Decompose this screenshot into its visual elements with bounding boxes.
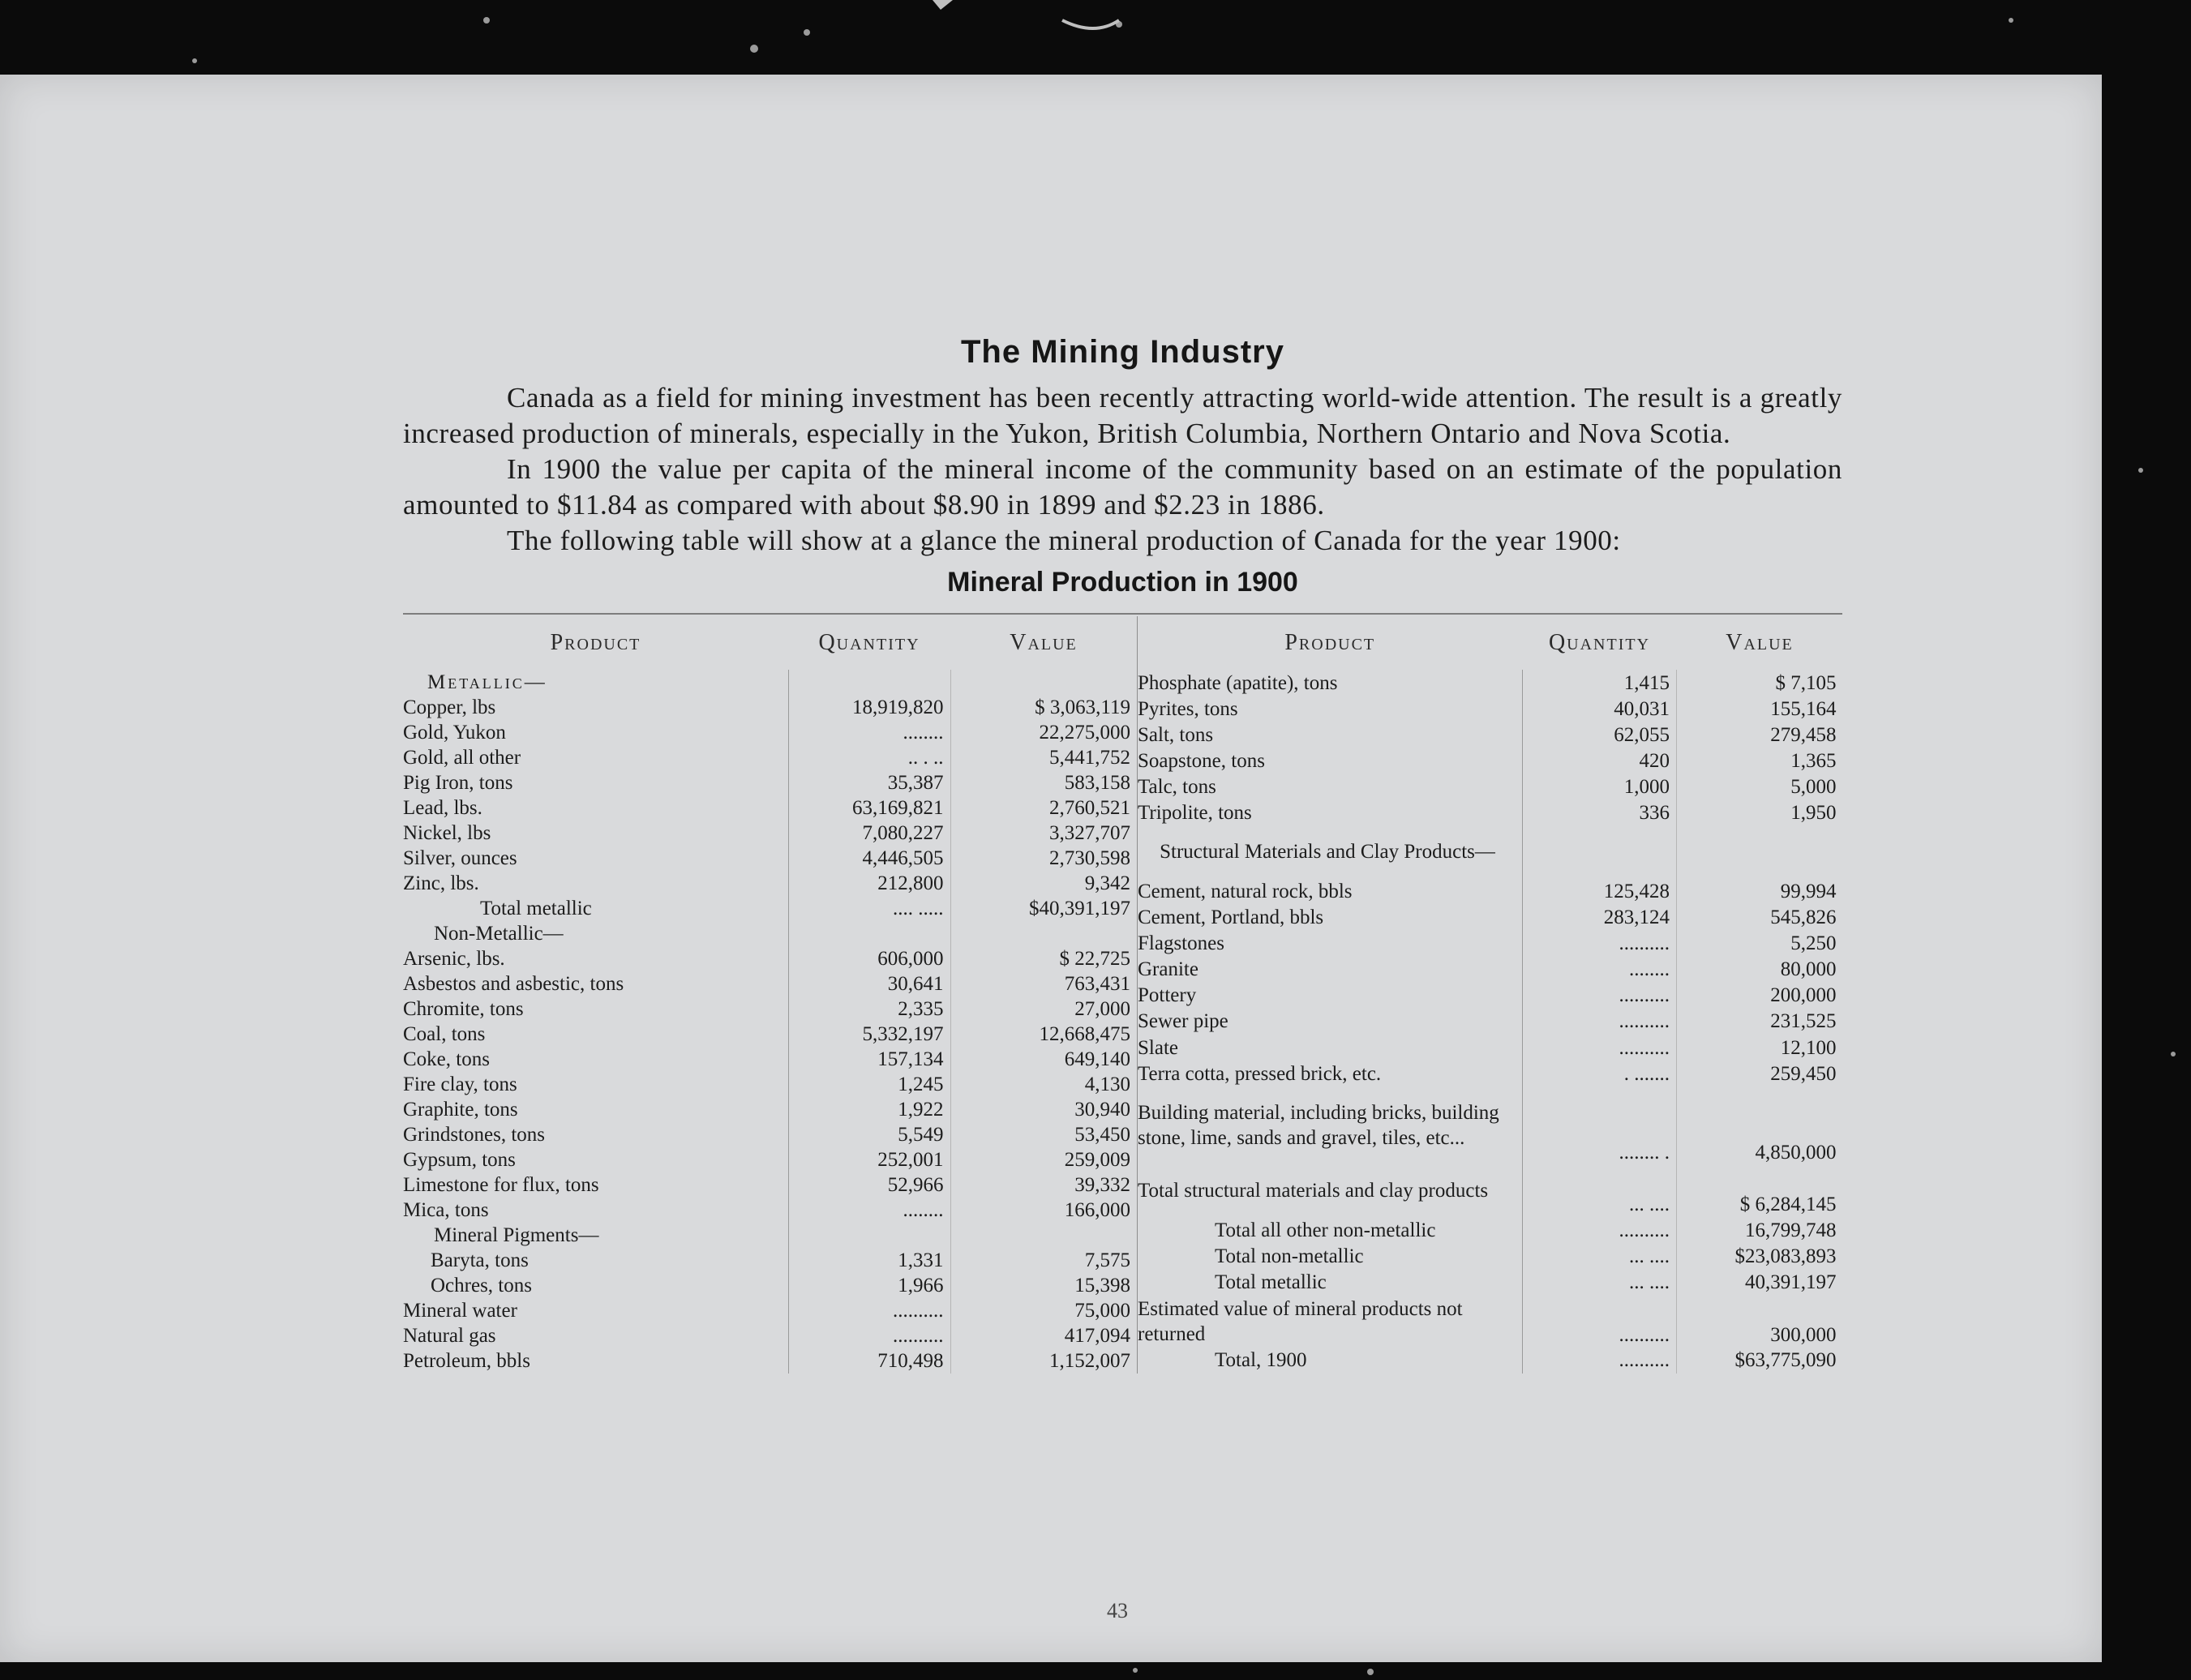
quantity-cell: ..........: [788, 1323, 950, 1348]
value-cell: 22,275,000: [950, 720, 1137, 745]
product-cell: Arsenic, lbs.: [403, 948, 505, 970]
quantity-cell: 7,080,227: [788, 821, 950, 846]
product-cell: Total metallic: [480, 898, 592, 919]
product-cell: Structural Materials and Clay Products—: [1160, 841, 1495, 864]
table-row: [1138, 1295, 1843, 1347]
product-cell: Total, 1900: [1215, 1349, 1307, 1372]
value-cell: 3,327,707: [950, 821, 1137, 846]
right-table: [1137, 616, 1843, 1374]
value-cell: 4,850,000: [1677, 1086, 1843, 1164]
product-cell: Pyrites, tons: [1138, 697, 1238, 720]
value-cell: 300,000: [1677, 1295, 1843, 1347]
value-cell: 5,250: [1677, 930, 1843, 956]
value-cell: 16,799,748: [1677, 1217, 1843, 1243]
product-cell: Lead, lbs.: [403, 797, 482, 819]
product-cell: Copper, lbs: [403, 696, 496, 718]
quantity-cell: 336: [1523, 800, 1677, 826]
product-cell: Cement, natural rock, bbls: [1138, 880, 1353, 902]
table-intro-paragraph: The following table will show at a glance the mineral production of Canada for the year 1900:: [507, 525, 1621, 556]
product-cell: Petroleum, bbls: [403, 1350, 530, 1372]
product-cell: Gypsum, tons: [403, 1149, 516, 1171]
quantity-cell: ........: [788, 720, 950, 745]
product-cell: Total metallic: [1215, 1271, 1327, 1293]
product-cell: Gold, all other: [403, 747, 521, 769]
value-cell: 1,950: [1677, 800, 1843, 826]
value-cell: 2,760,521: [950, 795, 1137, 821]
product-cell: Terra cotta, pressed brick, etc.: [1138, 1062, 1382, 1085]
quantity-cell: 52,966: [788, 1172, 950, 1198]
value-cell: 259,009: [950, 1147, 1137, 1172]
value-cell: $40,391,197: [950, 896, 1137, 921]
table-row: [1138, 670, 1843, 696]
value-cell: 4,130: [950, 1072, 1137, 1097]
quantity-cell: ..........: [1523, 983, 1677, 1009]
quantity-cell: 1,415: [1523, 670, 1677, 696]
quantity-cell: 252,001: [788, 1147, 950, 1172]
value-cell: 583,158: [950, 770, 1137, 795]
product-cell: Total all other non-metallic: [1215, 1219, 1436, 1241]
quantity-cell: 157,134: [788, 1047, 950, 1072]
value-cell: [1677, 826, 1843, 878]
value-cell: $ 7,105: [1677, 670, 1843, 696]
quantity-cell: 1,000: [1523, 774, 1677, 800]
product-cell: Baryta, tons: [431, 1249, 529, 1271]
table-row: [403, 720, 1137, 745]
per-capita-paragraph: In 1900 the value per capita of the mineral income of the community based on an estimate of the population amounted to $11.84 as compared with about $8.90 in 1899 and $2.23 in 1886.: [403, 453, 1842, 521]
value-cell: $ 22,725: [950, 946, 1137, 971]
product-cell: Asbestos and asbestic, tons: [403, 973, 624, 995]
table-row: [403, 1248, 1137, 1273]
table-row: [403, 1323, 1137, 1348]
quantity-cell: 5,332,197: [788, 1022, 950, 1047]
table-top-rule: [403, 613, 1842, 615]
quantity-cell: 2,335: [788, 996, 950, 1022]
table-title: Mineral Production in 1900: [947, 567, 1298, 598]
table-row: [1138, 1243, 1843, 1269]
value-cell: [950, 1223, 1137, 1248]
product-cell: Granite: [1138, 958, 1198, 981]
value-cell: 763,431: [950, 971, 1137, 996]
page-content: [403, 334, 1842, 1374]
value-cell: $ 3,063,119: [950, 695, 1137, 720]
value-cell: 417,094: [950, 1323, 1137, 1348]
document-page: [0, 75, 2102, 1662]
left-table: [403, 616, 1137, 1374]
value-cell: $63,775,090: [1677, 1348, 1843, 1374]
table-row: [1138, 983, 1843, 1009]
value-cell: 53,450: [950, 1122, 1137, 1147]
value-cell: [950, 670, 1137, 695]
quantity-cell: 212,800: [788, 871, 950, 896]
product-cell: Salt, tons: [1138, 723, 1214, 746]
product-cell: Non-Metallic—: [434, 923, 564, 945]
value-cell: $23,083,893: [1677, 1243, 1843, 1269]
product-header: Product: [550, 630, 641, 655]
product-cell: Cement, Portland, bbls: [1138, 906, 1324, 928]
product-cell: Building material, including bricks, building stone, lime, sands and gravel, tiles, etc...: [1138, 1102, 1499, 1150]
quantity-cell: ..........: [1523, 1295, 1677, 1347]
value-cell: 649,140: [950, 1047, 1137, 1072]
quantity-cell: .... .....: [788, 896, 950, 921]
quantity-cell: 1,245: [788, 1072, 950, 1097]
quantity-cell: 35,387: [788, 770, 950, 795]
table-row: [403, 745, 1137, 770]
value-cell: 27,000: [950, 996, 1137, 1022]
quantity-cell: ..........: [1523, 930, 1677, 956]
quantity-cell: ... ....: [1523, 1165, 1677, 1217]
table-row: [403, 1198, 1137, 1223]
table-row: [403, 1122, 1137, 1147]
table-row: [403, 1147, 1137, 1172]
table-row: [403, 971, 1137, 996]
value-cell: 166,000: [950, 1198, 1137, 1223]
value-cell: 75,000: [950, 1298, 1137, 1323]
table-row: [403, 846, 1137, 871]
quantity-cell: 1,331: [788, 1248, 950, 1273]
quantity-header: Quantity: [1548, 630, 1651, 655]
quantity-cell: 606,000: [788, 946, 950, 971]
table-row: [403, 1298, 1137, 1323]
product-cell: Chromite, tons: [403, 998, 524, 1020]
quantity-cell: ........: [1523, 957, 1677, 983]
quantity-cell: 1,922: [788, 1097, 950, 1122]
value-cell: 1,365: [1677, 748, 1843, 774]
table-row: [403, 1097, 1137, 1122]
table-row: [1138, 748, 1843, 774]
table-row: [1138, 722, 1843, 748]
quantity-cell: ..........: [1523, 1217, 1677, 1243]
quantity-cell: 283,124: [1523, 904, 1677, 930]
product-cell: Limestone for flux, tons: [403, 1174, 599, 1196]
table-row: [1138, 1035, 1843, 1061]
quantity-cell: 18,919,820: [788, 695, 950, 720]
product-cell: Mineral Pigments—: [434, 1224, 599, 1246]
quantity-cell: ... ....: [1523, 1243, 1677, 1269]
quantity-cell: 710,498: [788, 1348, 950, 1374]
value-cell: 279,458: [1677, 722, 1843, 748]
quantity-cell: [1523, 826, 1677, 878]
quantity-cell: ..........: [1523, 1009, 1677, 1035]
right-header-row: [1138, 616, 1843, 670]
product-cell: Flagstones: [1138, 932, 1224, 954]
product-cell: Graphite, tons: [403, 1099, 518, 1121]
value-cell: 231,525: [1677, 1009, 1843, 1035]
table-row: [403, 1348, 1137, 1374]
table-row: [403, 1273, 1137, 1298]
table-row: [403, 1223, 1137, 1248]
quantity-cell: [788, 1223, 950, 1248]
value-cell: 9,342: [950, 871, 1137, 896]
product-cell: Mica, tons: [403, 1199, 489, 1221]
quantity-cell: ..........: [788, 1298, 950, 1323]
product-cell: Metallic—: [427, 671, 547, 693]
value-cell: 12,668,475: [950, 1022, 1137, 1047]
quantity-cell: [788, 921, 950, 946]
table-row: [403, 821, 1137, 846]
quantity-cell: 62,055: [1523, 722, 1677, 748]
quantity-cell: [788, 670, 950, 695]
product-cell: Fire clay, tons: [403, 1074, 517, 1095]
product-cell: Talc, tons: [1138, 776, 1216, 799]
value-cell: 5,000: [1677, 774, 1843, 800]
quantity-cell: ... ....: [1523, 1269, 1677, 1295]
quantity-cell: 4,446,505: [788, 846, 950, 871]
quantity-cell: .. . ..: [788, 745, 950, 770]
intro-paragraph: Canada as a field for mining investment has been recently attracting world-wide attention. The result is a greatly increased production of minerals, especially in the Yukon, British Columbia, Northern Ontario and Nova Scotia.: [403, 382, 1842, 449]
product-cell: Coal, tons: [403, 1023, 486, 1045]
table-row: [403, 1172, 1137, 1198]
product-cell: Pottery: [1138, 984, 1197, 1007]
table-row: [403, 795, 1137, 821]
value-cell: 155,164: [1677, 696, 1843, 722]
table-row: [403, 1022, 1137, 1047]
table-row: [1138, 1009, 1843, 1035]
page-title: The Mining Industry: [961, 334, 1284, 370]
value-cell: 200,000: [1677, 983, 1843, 1009]
quantity-cell: 1,966: [788, 1273, 950, 1298]
product-cell: Nickel, lbs: [403, 822, 491, 844]
value-header: Value: [1010, 630, 1078, 655]
product-cell: Phosphate (apatite), tons: [1138, 671, 1338, 694]
value-header: Value: [1726, 630, 1794, 655]
right-table-body: [1138, 670, 1843, 1374]
table-row: [1138, 826, 1843, 878]
value-cell: 80,000: [1677, 957, 1843, 983]
table-row: [1138, 904, 1843, 930]
product-header: Product: [1284, 630, 1376, 655]
table-row: [403, 1047, 1137, 1072]
page-number: 43: [1107, 1599, 1128, 1622]
product-cell: Tripolite, tons: [1138, 802, 1252, 825]
table-row: [1138, 1061, 1843, 1086]
table-row: [403, 695, 1137, 720]
quantity-cell: 63,169,821: [788, 795, 950, 821]
product-cell: Estimated value of mineral products not returned: [1138, 1297, 1463, 1345]
quantity-cell: ........ .: [1523, 1086, 1677, 1164]
product-cell: Natural gas: [403, 1325, 496, 1347]
value-cell: 12,100: [1677, 1035, 1843, 1061]
quantity-cell: 420: [1523, 748, 1677, 774]
product-cell: Grindstones, tons: [403, 1124, 545, 1146]
quantity-cell: 5,549: [788, 1122, 950, 1147]
product-cell: Total structural materials and clay products: [1138, 1180, 1489, 1202]
table-row: [1138, 774, 1843, 800]
value-cell: 15,398: [950, 1273, 1137, 1298]
table-row: [1138, 1165, 1843, 1217]
product-cell: Pig Iron, tons: [403, 772, 513, 794]
product-cell: Silver, ounces: [403, 847, 517, 869]
quantity-cell: 40,031: [1523, 696, 1677, 722]
value-cell: 99,994: [1677, 878, 1843, 904]
product-cell: Slate: [1138, 1036, 1178, 1059]
value-cell: 2,730,598: [950, 846, 1137, 871]
table-row: [403, 996, 1137, 1022]
product-cell: Total non-metallic: [1215, 1245, 1364, 1267]
table-row: [403, 670, 1137, 695]
quantity-cell: . .......: [1523, 1061, 1677, 1086]
left-table-body: [403, 670, 1137, 1374]
table-row: [1138, 1348, 1843, 1374]
table-row: [1138, 1086, 1843, 1164]
table-row: [403, 871, 1137, 896]
quantity-header: Quantity: [818, 630, 920, 655]
value-cell: 5,441,752: [950, 745, 1137, 770]
product-cell: Gold, Yukon: [403, 722, 506, 744]
value-cell: 1,152,007: [950, 1348, 1137, 1374]
table-row: [403, 921, 1137, 946]
table-row: [1138, 1217, 1843, 1243]
product-cell: Ochres, tons: [431, 1275, 532, 1296]
table-row: [1138, 878, 1843, 904]
table-row: [1138, 696, 1843, 722]
value-cell: [950, 921, 1137, 946]
value-cell: 30,940: [950, 1097, 1137, 1122]
quantity-cell: 30,641: [788, 971, 950, 996]
value-cell: 7,575: [950, 1248, 1137, 1273]
quantity-cell: ........: [788, 1198, 950, 1223]
table-row: [1138, 800, 1843, 826]
product-cell: Mineral water: [403, 1300, 517, 1322]
table-row: [1138, 1269, 1843, 1295]
product-cell: Coke, tons: [403, 1048, 490, 1070]
quantity-cell: ..........: [1523, 1348, 1677, 1374]
product-cell: Sewer pipe: [1138, 1010, 1228, 1033]
value-cell: 259,450: [1677, 1061, 1843, 1086]
value-cell: 545,826: [1677, 904, 1843, 930]
value-cell: 39,332: [950, 1172, 1137, 1198]
table-row: [403, 770, 1137, 795]
product-cell: Zinc, lbs.: [403, 872, 479, 894]
table-row: [1138, 930, 1843, 956]
mineral-production-tables: [403, 616, 1842, 1374]
left-header-row: [403, 616, 1137, 670]
product-cell: Soapstone, tons: [1138, 749, 1265, 772]
table-row: [1138, 957, 1843, 983]
value-cell: $ 6,284,145: [1677, 1165, 1843, 1217]
table-row: [403, 1072, 1137, 1097]
quantity-cell: 125,428: [1523, 878, 1677, 904]
table-row: [403, 946, 1137, 971]
quantity-cell: ..........: [1523, 1035, 1677, 1061]
value-cell: 40,391,197: [1677, 1269, 1843, 1295]
table-row: [403, 896, 1137, 921]
